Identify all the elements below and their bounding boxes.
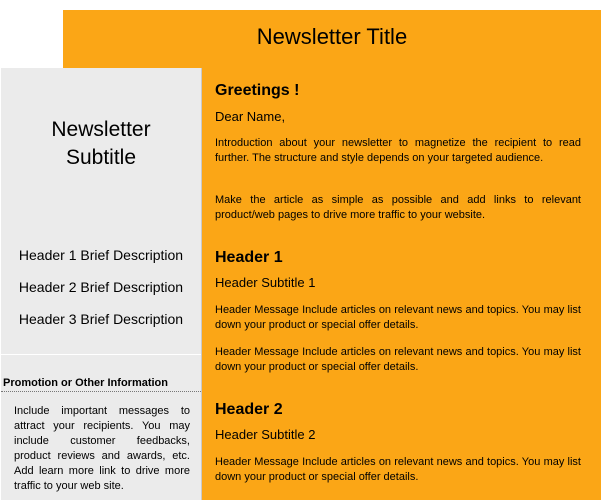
sidebar-link-header-3[interactable]: Header 3 Brief Description xyxy=(18,311,184,327)
subtitle-line-1: Newsletter xyxy=(51,118,151,141)
promo-heading-bar xyxy=(1,354,201,392)
intro-paragraph-1: Introduction about your newsletter to magnetize the recipient to read further. The structure and style depends on your targeted audience. xyxy=(215,137,581,164)
sidebar-link-header-2[interactable]: Header 2 Brief Description xyxy=(18,279,184,295)
section-2-heading: Header 2 xyxy=(215,401,283,418)
salutation: Dear Name, xyxy=(215,109,286,124)
newsletter-subtitle xyxy=(1,116,201,172)
sidebar-link-header-1[interactable]: Header 1 Brief Description xyxy=(18,247,184,263)
title-banner xyxy=(63,10,601,68)
promo-text: Include important messages to attract your recipients. You may include customer feedbacks, product reviews and awards, etc. Add learn more link to drive more traffic to your web site. xyxy=(14,405,190,492)
section-2-subtitle: Header Subtitle 2 xyxy=(215,427,316,442)
section-1-message-1: Header Message Include articles on relevant news and topics. You may list down your product or special offer details. xyxy=(215,304,581,331)
section-1-message-2: Header Message Include articles on relevant news and topics. You may list down your product or special offer details. xyxy=(215,346,581,373)
section-1-heading: Header 1 xyxy=(215,249,283,266)
newsletter-title: Newsletter Title xyxy=(256,24,408,49)
main-content xyxy=(202,68,601,500)
intro-paragraph-2: Make the article as simple as possible and add links to relevant product/web pages to drive more traffic to your website. xyxy=(215,194,581,221)
greeting-heading: Greetings ! xyxy=(215,82,300,99)
subtitle-line-2: Subtitle xyxy=(65,146,137,169)
section-2-message-1: Header Message Include articles on relevant news and topics. You may list down your product or special offer details. xyxy=(215,456,581,483)
sidebar xyxy=(1,68,202,500)
sidebar-links xyxy=(1,244,201,340)
promo-heading: Promotion or Other Information xyxy=(3,377,168,389)
section-1-subtitle: Header Subtitle 1 xyxy=(215,275,316,290)
